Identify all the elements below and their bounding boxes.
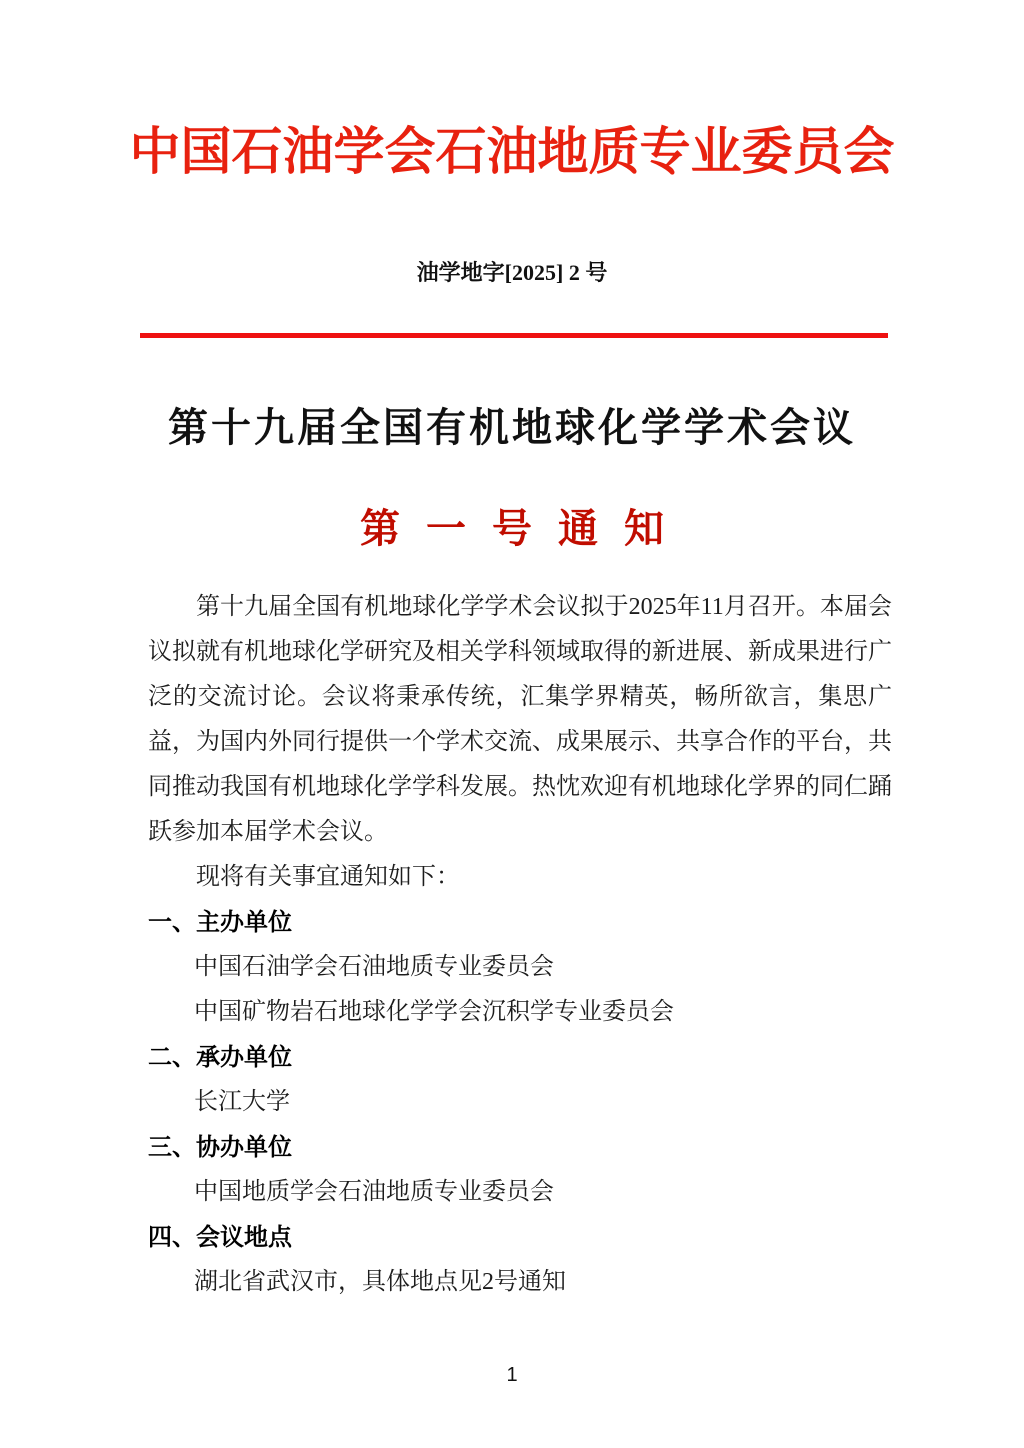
notice-lead-line: 现将有关事宜通知如下： bbox=[196, 864, 460, 890]
red-divider-rule bbox=[140, 333, 888, 338]
section-item: 中国石油学会石油地质专业委员会 bbox=[194, 954, 554, 980]
conference-title: 第十九届全国有机地球化学学术会议 bbox=[168, 405, 856, 450]
section-item: 湖北省武汉市，具体地点见2号通知 bbox=[194, 1269, 566, 1295]
section-item: 中国矿物岩石地球化学学会沉积学专业委员会 bbox=[194, 999, 674, 1025]
notice-number-title: 第一号通知 bbox=[360, 506, 690, 551]
section-item: 长江大学 bbox=[194, 1089, 290, 1115]
organization-title: 中国石油学会石油地质专业委员会 bbox=[129, 125, 895, 181]
section-title-venue: 四、会议地点 bbox=[148, 1224, 292, 1251]
section-co-organizer bbox=[148, 1125, 892, 1215]
document-number: 油学地字[2025] 2 号 bbox=[416, 260, 608, 285]
section-title-host-organizer: 一、主办单位 bbox=[148, 909, 292, 936]
section-item: 中国地质学会石油地质专业委员会 bbox=[194, 1179, 554, 1205]
section-title-co-organizer: 三、协办单位 bbox=[148, 1134, 292, 1161]
section-undertaker bbox=[148, 1035, 892, 1125]
section-title-undertaker: 二、承办单位 bbox=[148, 1044, 292, 1071]
page-number: 1 bbox=[506, 1364, 518, 1386]
section-host-organizer bbox=[148, 900, 892, 1035]
document-body bbox=[148, 585, 892, 1305]
section-venue bbox=[148, 1215, 892, 1305]
intro-paragraph: 第十九届全国有机地球化学学术会议拟于2025年11月召开。本届会议拟就有机地球化学研究及相关学科领域取得的新进展、新成果进行广泛的交流讨论。会议将秉承传统，汇集学界精英，畅所欲言，集思广益，为国内外同行提供一个学术交流、成果展示、共享合作的平台，共同推动我国有机地球化学学科发展。热忱欢迎有机地球化学界的同仁踊跃参加本届学术会议。 bbox=[148, 594, 892, 845]
